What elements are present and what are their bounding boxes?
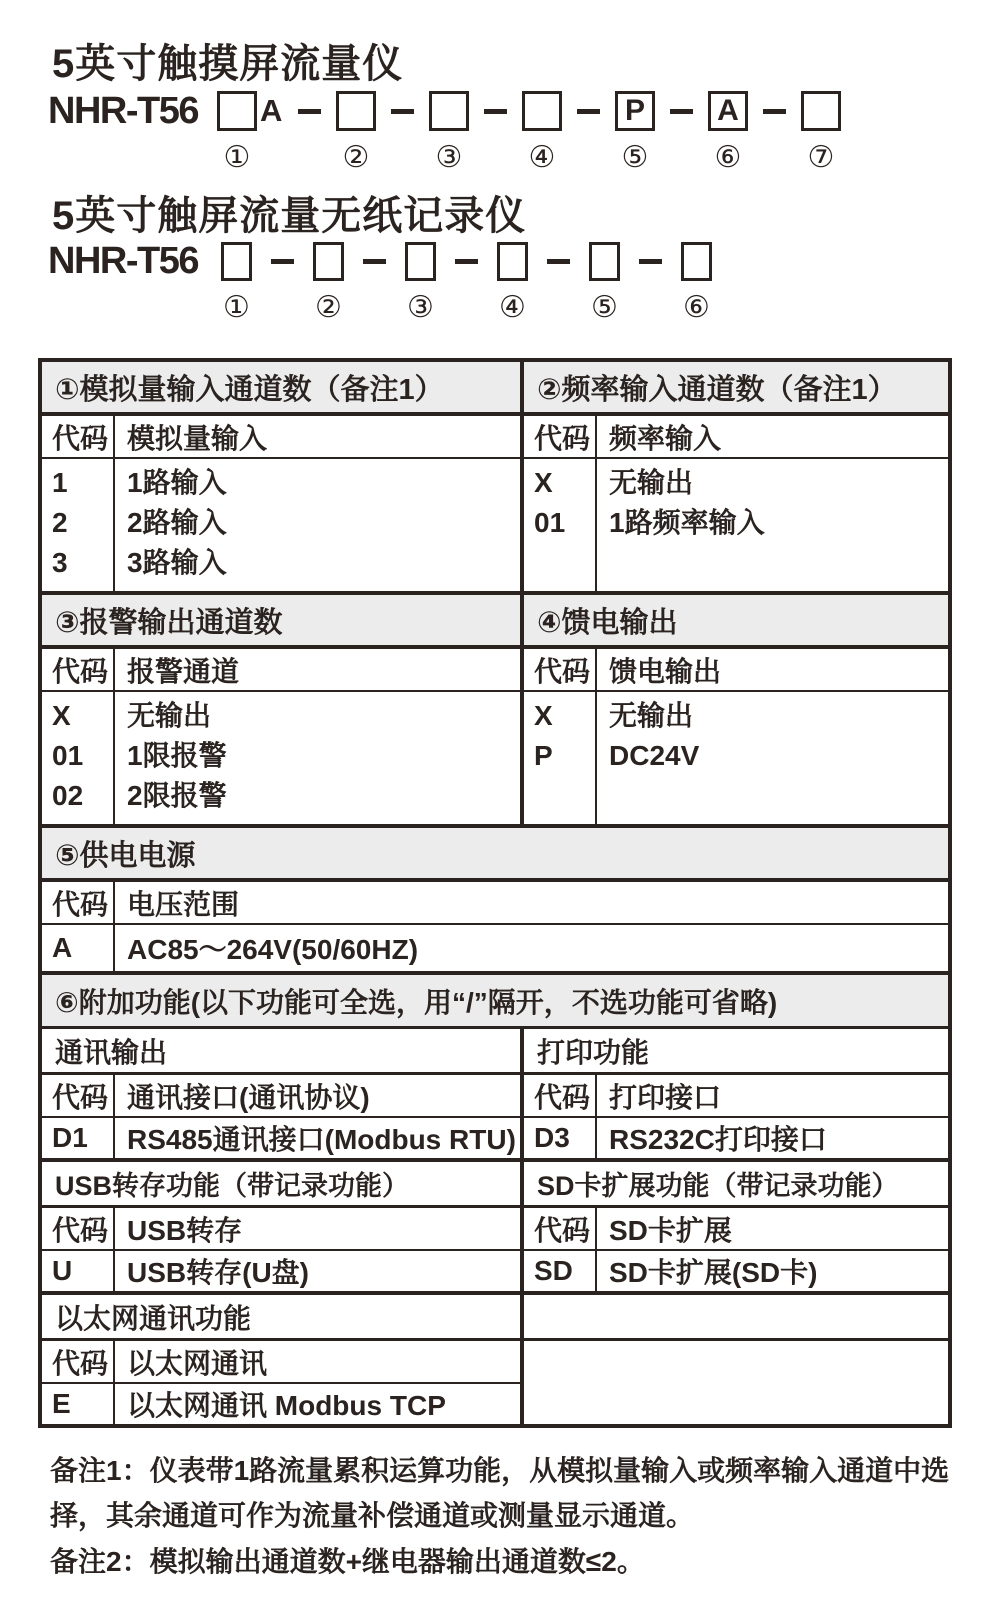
slot-number: ⑤	[621, 140, 649, 175]
code-cell: 02	[52, 780, 84, 811]
section-title: ④馈电输出	[524, 595, 948, 649]
footnotes	[50, 1448, 958, 1584]
code-column-header: 代码	[42, 882, 115, 923]
desc-column-header: 打印接口	[609, 1081, 722, 1113]
code-cell: P	[534, 740, 553, 771]
code-column-header: 代码	[524, 1075, 597, 1116]
desc-cell: 以太网通讯 Modbus TCP	[127, 1390, 446, 1421]
code-cell: D1	[42, 1118, 115, 1158]
section-title: ②频率输入通道数（备注1）	[524, 362, 948, 416]
desc-column-header: 频率输入	[609, 422, 722, 454]
code-cell: 2	[52, 507, 68, 538]
model-slot-5	[615, 90, 655, 173]
code-cell: X	[534, 467, 553, 498]
model-code-box	[522, 91, 562, 131]
code-cell: E	[42, 1384, 115, 1424]
model-code-box	[405, 242, 436, 281]
code-column-header: 代码	[524, 1208, 597, 1249]
slot-number: ⑥	[683, 290, 710, 325]
desc-cell: 1路频率输入	[609, 507, 765, 538]
desc-column-header: 馈电输出	[609, 655, 722, 687]
desc-cell: 2限报警	[127, 780, 227, 811]
desc-cell: 3路输入	[127, 547, 227, 578]
model-slot-6	[681, 240, 712, 323]
code-cell: D3	[524, 1118, 597, 1158]
slot-number: ④	[499, 290, 526, 325]
code-cell: 1	[52, 467, 68, 498]
desc-cell: 无输出	[609, 700, 694, 731]
desc-cell: SD卡扩展(SD卡)	[609, 1257, 818, 1288]
table-row-ethernet	[42, 1295, 948, 1424]
model-code-box	[429, 91, 469, 131]
model-code-box: P	[615, 91, 655, 131]
code-cell: U	[42, 1251, 115, 1291]
column-header-row	[42, 1341, 520, 1384]
model-code-box	[221, 242, 252, 281]
subsection-title: 通讯输出	[42, 1029, 520, 1075]
fixed-code-letter: A	[259, 93, 283, 128]
subsection-comm-output	[42, 1029, 524, 1158]
desc-column	[597, 459, 948, 591]
subsection-usb-transfer	[42, 1162, 524, 1291]
desc-column-header: USB转存	[127, 1214, 243, 1246]
code-column-header: 代码	[42, 649, 115, 690]
desc-column-header: 报警通道	[127, 655, 240, 687]
data-row	[524, 1251, 948, 1291]
model-code-box	[681, 242, 712, 281]
dash-separator	[455, 259, 478, 264]
data-row	[42, 1251, 520, 1291]
table-row-usb-sd	[42, 1162, 948, 1295]
code-column-header: 代码	[42, 1208, 115, 1249]
slot-number: ③	[435, 140, 463, 175]
footnote-1: 备注1：仪表带1路流量累积运算功能，从模拟量输入或频率输入通道中选择，其余通道可作为流量补偿通道或测量显示通道。	[50, 1455, 950, 1532]
data-block	[524, 692, 948, 824]
dash-separator	[271, 259, 294, 264]
column-header-row	[524, 649, 948, 692]
desc-cell: RS232C打印接口	[609, 1124, 827, 1155]
ordering-table	[38, 358, 952, 1428]
desc-cell: 无输出	[609, 467, 694, 498]
section-title: ①模拟量输入通道数（备注1）	[42, 362, 520, 416]
model-slot-5	[589, 240, 620, 323]
column-header-row	[42, 1075, 520, 1118]
product2-title: 5英寸触屏流量无纸记录仪	[52, 194, 527, 238]
desc-cell: AC85～264V(50/60HZ)	[127, 934, 419, 965]
code-column-header: 代码	[524, 416, 597, 457]
desc-column-header: 电压范围	[127, 888, 240, 920]
dash-separator	[763, 109, 786, 114]
column-header-row	[42, 649, 520, 692]
code-column-header: 代码	[42, 1341, 115, 1382]
subsection-title: 以太网通讯功能	[42, 1295, 520, 1341]
column-header-row	[42, 1208, 520, 1251]
subsection-title: USB转存功能（带记录功能）	[42, 1162, 520, 1208]
data-block	[42, 459, 520, 591]
product1-title: 5英寸触摸屏流量仪	[52, 42, 404, 86]
desc-column	[115, 692, 520, 824]
subsection-title: 打印功能	[524, 1029, 948, 1075]
dash-separator	[547, 259, 570, 264]
section-alarm-output	[42, 595, 524, 824]
model-slot-2	[336, 90, 376, 173]
desc-cell: 1限报警	[127, 740, 227, 771]
model-code-box	[589, 242, 620, 281]
code-column	[524, 692, 597, 824]
section-power-supply	[42, 828, 948, 975]
code-cell: 01	[534, 507, 566, 538]
table-row-comm-print	[42, 1029, 948, 1162]
desc-cell: USB转存(U盘)	[127, 1257, 309, 1288]
dash-separator	[639, 259, 662, 264]
subsection-title: SD卡扩展功能（带记录功能）	[524, 1162, 948, 1208]
code-column	[42, 692, 115, 824]
dash-separator	[363, 259, 386, 264]
section-additional-functions-title: ⑥附加功能(以下功能可全选，用“/”隔开，不选功能可省略)	[42, 975, 948, 1029]
section-frequency-input	[524, 362, 948, 591]
desc-cell: DC24V	[609, 740, 700, 771]
model-slot-7	[801, 90, 841, 173]
empty-half-cell	[524, 1295, 948, 1424]
code-column-header: 代码	[42, 1075, 115, 1116]
code-column-header: 代码	[42, 416, 115, 457]
code-cell: X	[534, 700, 553, 731]
model-code-box	[217, 91, 257, 131]
dash-separator	[484, 109, 507, 114]
model-slot-6	[708, 90, 748, 173]
desc-cell: RS485通讯接口(Modbus RTU)	[127, 1124, 516, 1155]
code-cell: A	[42, 925, 115, 971]
code-column	[524, 459, 597, 591]
section-title: ③报警输出通道数	[42, 595, 520, 649]
data-row	[524, 1118, 948, 1158]
column-header-row	[42, 416, 520, 459]
model-prefix: NHR-T56	[48, 90, 198, 132]
model-code-box	[497, 242, 528, 281]
data-row	[42, 1118, 520, 1158]
section-title: ⑤供电电源	[42, 828, 948, 882]
desc-column	[115, 459, 520, 591]
subsection-sd-card	[524, 1162, 948, 1291]
column-header-row	[524, 1075, 948, 1118]
section-power-feed-output	[524, 595, 948, 824]
model-slot-3	[405, 240, 436, 323]
code-column-header: 代码	[524, 649, 597, 690]
code-cell: X	[52, 700, 71, 731]
slot-number: ④	[528, 140, 556, 175]
code-cell: 3	[52, 547, 68, 578]
data-row	[42, 925, 948, 971]
model-slot-1	[217, 90, 283, 175]
footnote-2: 备注2：模拟输出通道数+继电器输出通道数≤2。	[50, 1545, 645, 1577]
column-header-row	[524, 416, 948, 459]
table-row-s3-s4	[42, 595, 948, 828]
empty-header-cell	[524, 1295, 948, 1341]
code-cell: 01	[52, 740, 84, 771]
slot-number: ③	[407, 290, 434, 325]
dash-separator	[670, 109, 693, 114]
dash-separator	[577, 109, 600, 114]
model-code-row-2	[48, 240, 712, 323]
subsection-print-function	[524, 1029, 948, 1158]
model-code-box	[313, 242, 344, 281]
desc-column-header: 通讯接口(通讯协议)	[127, 1081, 370, 1113]
desc-cell: 2路输入	[127, 507, 227, 538]
section-analog-input	[42, 362, 524, 591]
slot-number: ②	[315, 290, 342, 325]
slot-number: ⑥	[714, 140, 742, 175]
data-block	[524, 459, 948, 591]
desc-cell: 无输出	[127, 700, 212, 731]
model-code-row-1	[48, 90, 841, 173]
code-column	[42, 459, 115, 591]
column-header-row	[42, 882, 948, 925]
code-cell: SD	[524, 1251, 597, 1291]
desc-column	[597, 692, 948, 824]
desc-column-header: 以太网通讯	[127, 1347, 268, 1379]
model-code-box: A	[708, 91, 748, 131]
model-slot-4	[522, 90, 562, 173]
table-row-s1-s2	[42, 362, 948, 595]
slot-number: ⑦	[807, 140, 835, 175]
model-slot-3	[429, 90, 469, 173]
empty-body-cell	[524, 1341, 948, 1424]
desc-column-header: 模拟量输入	[127, 422, 268, 454]
model-prefix: NHR-T56	[48, 240, 198, 282]
slot-number: ⑤	[591, 290, 618, 325]
desc-cell: 1路输入	[127, 467, 227, 498]
model-slot-2	[313, 240, 344, 323]
slot-number: ①	[223, 140, 251, 175]
model-slot-1	[221, 240, 252, 323]
model-slot-4	[497, 240, 528, 323]
dash-separator	[298, 109, 321, 114]
desc-column-header: SD卡扩展	[609, 1214, 732, 1246]
data-row	[42, 1384, 520, 1424]
model-code-box	[336, 91, 376, 131]
data-block	[42, 692, 520, 824]
slot-number: ②	[342, 140, 370, 175]
slot-number: ①	[223, 290, 250, 325]
dash-separator	[391, 109, 414, 114]
subsection-ethernet	[42, 1295, 524, 1424]
model-code-box	[801, 91, 841, 131]
column-header-row	[524, 1208, 948, 1251]
